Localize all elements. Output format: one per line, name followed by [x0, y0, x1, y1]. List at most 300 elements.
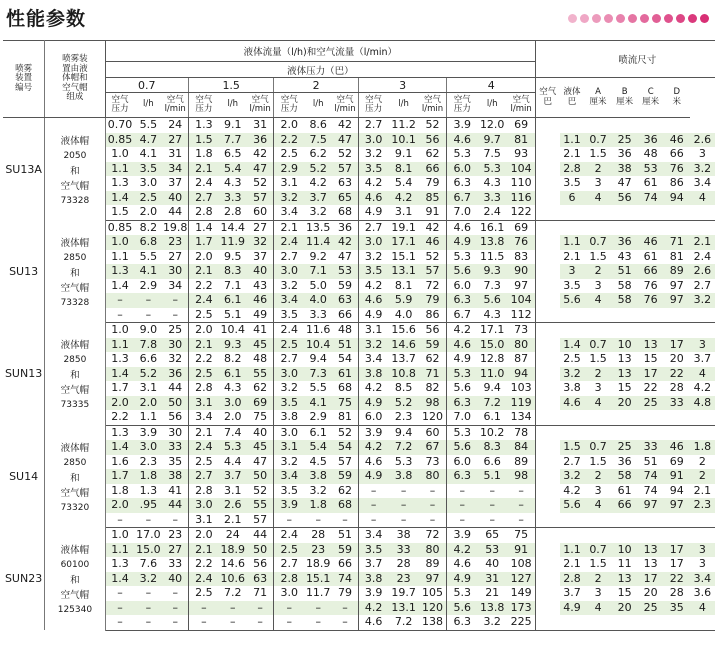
- flow-value: 2.8: [195, 381, 213, 394]
- nozzle-value: 15: [643, 352, 658, 365]
- flow-value: –: [162, 293, 188, 308]
- spacer-cell: [536, 235, 560, 250]
- flow-value: 2.2: [105, 410, 134, 425]
- nozzle-value: 69: [669, 454, 684, 468]
- spacer-cell: [536, 543, 560, 558]
- flow-value: 1.4: [195, 220, 213, 234]
- spacer-cell: [536, 162, 560, 177]
- flow-value: 27: [162, 543, 188, 558]
- nozzle-value: 1.8: [690, 440, 715, 455]
- table-row: [3, 220, 715, 235]
- flow-value: 6.1: [477, 410, 507, 425]
- table-row: [3, 410, 715, 425]
- flow-value: 72: [419, 279, 447, 294]
- dot-icon: [700, 14, 709, 23]
- nozzle-value: [690, 615, 715, 630]
- flow-value: 3.4: [364, 528, 383, 541]
- nozzle-value: 3: [594, 278, 602, 292]
- flow-value: 1.0: [111, 528, 129, 541]
- flow-value: 2.5: [274, 543, 304, 558]
- flow-value: 108: [510, 557, 532, 570]
- flow-value: 120: [419, 410, 447, 425]
- flow-value: 32: [247, 235, 274, 250]
- flow-value: 33: [162, 557, 188, 572]
- flow-value: 3.7: [219, 469, 247, 484]
- nozzle-value: 46: [664, 133, 690, 148]
- flow-value: 59: [332, 469, 358, 484]
- nozzle-value: 36: [617, 147, 632, 160]
- flow-value: 3.8: [304, 469, 332, 484]
- flow-value: 93: [514, 147, 529, 160]
- nozzle-value: 22: [643, 381, 658, 394]
- flow-value: 5.6: [477, 293, 507, 308]
- flow-value: 4.9: [358, 396, 388, 411]
- nozzle-value: 61: [643, 249, 658, 263]
- flow-value: 2.3: [139, 454, 158, 468]
- assembly-line: 60100: [60, 560, 90, 571]
- nozzle-value: [638, 308, 664, 323]
- nozzle-value: [560, 205, 585, 220]
- flow-value: –: [134, 615, 162, 630]
- nozzle-value: [585, 220, 612, 235]
- flow-value: 3.2: [304, 205, 332, 220]
- flow-value: 11.4: [305, 235, 331, 248]
- nozzle-value: 4: [690, 601, 715, 616]
- flow-value: 7.5: [483, 147, 501, 160]
- flow-value: 66: [332, 557, 358, 572]
- flow-value: 7.2: [389, 615, 419, 630]
- flow-value: 0.70: [107, 118, 133, 131]
- flow-value: 5.0: [309, 278, 327, 292]
- nozzle-value: 3: [594, 483, 602, 497]
- flow-value: 1.4: [105, 367, 134, 382]
- flow-value: –: [117, 586, 123, 599]
- nozzle-value: 0.7: [585, 440, 612, 455]
- table-header: [3, 41, 715, 118]
- assembly-line: 和: [70, 165, 80, 177]
- spacer-cell: [536, 396, 560, 411]
- assembly-line: 液体帽: [60, 237, 90, 249]
- flow-value: 1.4: [111, 278, 129, 292]
- flow-value: 4.6: [447, 338, 477, 353]
- flow-value: 13.7: [391, 352, 416, 365]
- flow-value: 1.4: [105, 440, 134, 455]
- flow-value: 2.1: [219, 513, 247, 528]
- nozzle-value: 4.9: [560, 601, 585, 616]
- sub-label: 空气: [365, 94, 383, 105]
- spacer-cell: [536, 250, 560, 265]
- air-flow-header: [332, 93, 358, 118]
- flow-value: 2.5: [188, 367, 218, 382]
- flow-value: 9.4: [394, 425, 413, 439]
- flow-value: 2.0: [134, 205, 162, 220]
- flow-value: 7.4: [224, 425, 242, 439]
- flow-value: 5.4: [304, 440, 332, 455]
- flow-value: 1.4: [105, 191, 134, 206]
- assembly-line: 73328: [60, 195, 90, 206]
- flow-value: 24: [162, 118, 188, 133]
- flow-value: 49: [247, 308, 274, 323]
- flow-value: 12.8: [479, 352, 505, 365]
- nozzle-value: 10: [612, 543, 638, 558]
- nozzle-col-header: [612, 78, 638, 118]
- nozzle-value: 4: [585, 293, 612, 308]
- sub-label: 空气: [195, 94, 213, 105]
- nozzle-value: [585, 308, 612, 323]
- flow-value: –: [419, 513, 447, 528]
- flow-value: 1.3: [195, 118, 213, 131]
- flow-value: –: [219, 601, 247, 616]
- flow-value: 3.9: [274, 498, 304, 513]
- flow-value: 2.4: [477, 205, 507, 220]
- nozzle-value: 3.8: [563, 381, 581, 394]
- nozzle-col-label: 巴: [543, 96, 553, 107]
- flow-value: 57: [332, 162, 358, 177]
- sub-label: 压力: [195, 104, 213, 114]
- flow-value: 52: [419, 118, 447, 133]
- nozzle-value: [638, 118, 664, 133]
- nozzle-value: 36: [612, 235, 638, 250]
- flow-value: 2.0: [195, 323, 213, 336]
- flow-value: 47: [332, 133, 358, 148]
- sub-label: 空气: [166, 94, 184, 105]
- flow-value: –: [304, 513, 332, 528]
- nozzle-value: [638, 528, 664, 543]
- flow-value: 3.5: [358, 162, 388, 177]
- flow-value: 104: [507, 293, 535, 308]
- flow-value: 6.0: [453, 278, 471, 292]
- table-body: [3, 118, 715, 631]
- flow-value: 97: [419, 572, 447, 587]
- flow-value: 33: [389, 543, 419, 558]
- flow-value: 54: [332, 440, 358, 455]
- flow-value: 1.8: [134, 469, 162, 484]
- flow-value: 90: [507, 264, 535, 279]
- nozzle-value: 3: [594, 176, 602, 189]
- flow-value: 52: [247, 176, 274, 191]
- nozzle-col-header: [638, 78, 664, 118]
- nozzle-value: 81: [669, 249, 684, 263]
- flow-value: 23: [389, 572, 419, 587]
- flow-value: 4.5: [309, 454, 327, 468]
- sub-label: 压力: [111, 104, 129, 114]
- flow-value: 36: [162, 367, 188, 382]
- flow-value: 67: [419, 440, 447, 455]
- nozzle-value: 2.6: [690, 133, 715, 148]
- nozzle-value: [612, 220, 638, 235]
- flow-value: 4.2: [309, 176, 327, 189]
- nozzle-value: 51: [643, 454, 658, 468]
- nozzle-value: 86: [669, 176, 684, 189]
- nozzle-value: 13: [612, 367, 638, 382]
- flow-value: 86: [419, 308, 447, 323]
- nozzle-value: 58: [612, 293, 638, 308]
- flow-value: 63: [332, 176, 358, 191]
- nozzle-value: 48: [643, 147, 658, 160]
- flow-value: 66: [332, 308, 358, 323]
- nozzle-value: 2.3: [690, 498, 715, 513]
- nozzle-value: 2.8: [560, 572, 585, 587]
- flow-value: 1.0: [111, 147, 129, 160]
- flow-value: 2.1: [188, 162, 218, 177]
- flow-value: 103: [510, 381, 532, 394]
- nozzle-value: [585, 528, 612, 543]
- nozzle-value: 3.2: [690, 293, 715, 308]
- dot-icon: [604, 14, 613, 23]
- flow-value: 3.0: [280, 586, 299, 599]
- flow-value: –: [447, 513, 477, 528]
- nozzle-value: 46: [638, 235, 664, 250]
- assembly-line: 空气帽: [60, 282, 90, 294]
- flow-value: 3.1: [389, 205, 419, 220]
- nozzle-value: 2.6: [690, 264, 715, 279]
- flow-value: 28: [396, 557, 411, 570]
- air-flow-header: [247, 93, 274, 118]
- flow-value: 30: [162, 425, 188, 440]
- spacer-cell: [536, 513, 560, 528]
- flow-value: 3.9: [453, 528, 471, 541]
- nozzle-value: 74: [638, 469, 664, 484]
- nozzle-value: 97: [664, 498, 690, 513]
- flow-value: 2.0: [105, 396, 134, 411]
- table-row: [3, 133, 715, 148]
- spacer-cell: [536, 528, 560, 543]
- nozzle-value: 2.1: [563, 249, 581, 263]
- flow-value: 24: [225, 528, 240, 541]
- assembly-line: 和: [70, 575, 80, 587]
- flow-value: 81: [332, 410, 358, 425]
- table-row: [3, 425, 715, 440]
- flow-value: 3.2: [134, 572, 162, 587]
- flow-value: 5.6: [447, 601, 477, 616]
- flow-value: –: [518, 483, 524, 497]
- flow-value: 18.9: [305, 557, 331, 570]
- spacer-cell: [536, 293, 560, 308]
- flow-value: 3.5: [274, 308, 304, 323]
- flow-value: 94: [507, 367, 535, 382]
- flow-value: 1.0: [105, 235, 134, 250]
- flow-value: 119: [507, 396, 535, 411]
- flow-value: 7.5: [304, 133, 332, 148]
- nozzle-value: 0.7: [585, 235, 612, 250]
- flow-value: 60: [419, 425, 447, 440]
- flow-value: 9.1: [224, 118, 242, 131]
- spacer-cell: [536, 367, 560, 382]
- nozzle-value: 76: [638, 293, 664, 308]
- flow-value: 5.2: [389, 396, 419, 411]
- nozzle-value: 4: [690, 367, 715, 382]
- flow-value: 53: [477, 543, 507, 558]
- flow-value: 98: [507, 469, 535, 484]
- nozzle-value: 94: [669, 483, 684, 497]
- flow-value: 63: [247, 572, 274, 587]
- flow-value: 59: [332, 543, 358, 558]
- flow-value: 104: [507, 162, 535, 177]
- flow-value: 9.3: [219, 338, 247, 353]
- flow-value: 47: [247, 455, 274, 470]
- flow-value: 3.4: [188, 410, 218, 425]
- flow-value: 30: [162, 264, 188, 279]
- flow-value: 51: [332, 338, 358, 353]
- nozzle-value: 25: [638, 601, 664, 616]
- flow-value: 32: [162, 352, 188, 367]
- flow-value: 10.1: [389, 133, 419, 148]
- nozzle-value: 94: [664, 191, 690, 206]
- flow-value: 14.4: [220, 220, 245, 234]
- flow-value: 3.2: [280, 278, 299, 292]
- flow-value: 31: [162, 147, 188, 162]
- flow-value: 2.0: [105, 498, 134, 513]
- flow-value: 1.3: [139, 483, 158, 497]
- flow-value: 28: [311, 528, 326, 541]
- nozzle-value: [690, 513, 715, 528]
- flow-value: 6.3: [447, 293, 477, 308]
- flow-value: 2.0: [134, 396, 162, 411]
- nozzle-value: 66: [638, 264, 664, 279]
- flow-value: 2.0: [195, 249, 213, 263]
- flow-value: 3.2: [280, 381, 299, 394]
- nozzle-value: 28: [669, 381, 684, 394]
- flow-value: 1.3: [111, 557, 129, 570]
- assembly-cell: [45, 323, 105, 426]
- spacer-cell: [536, 220, 560, 235]
- nozzle-value: [638, 513, 664, 528]
- flow-value: 11.6: [305, 323, 331, 336]
- flow-value: 14.6: [389, 338, 419, 353]
- flow-value: 50: [247, 543, 274, 558]
- flow-value: 13.8: [477, 235, 507, 250]
- flow-value: –: [162, 615, 188, 630]
- flow-value: 3.0: [358, 235, 388, 250]
- flow-value: 5.3: [447, 367, 477, 382]
- nozzle-value: 36: [638, 133, 664, 148]
- flow-value: 3.8: [389, 469, 419, 484]
- nozzle-value: 25: [612, 440, 638, 455]
- flow-value: 6.0: [447, 162, 477, 177]
- nozzle-value: 3.5: [563, 278, 581, 292]
- flow-value: 1.1: [105, 162, 134, 177]
- flow-value: –: [188, 601, 218, 616]
- nozzle-value: 3: [690, 338, 715, 353]
- flow-value: 5.4: [219, 162, 247, 177]
- flow-value: 4.6: [453, 557, 471, 570]
- flow-value: 41: [162, 484, 188, 499]
- flow-value: 82: [419, 381, 447, 396]
- flow-value: 1.1: [105, 543, 134, 558]
- nozzle-value: [585, 205, 612, 220]
- nozzle-value: 2.1: [690, 235, 715, 250]
- flow-value: 3.2: [280, 454, 299, 468]
- flow-value: 2.4: [280, 528, 299, 541]
- flow-value: 8.1: [394, 278, 413, 292]
- flow-value: 21: [485, 586, 500, 599]
- flow-value: 9.7: [477, 133, 507, 148]
- flow-value: 2.0: [219, 410, 247, 425]
- flow-value: 91: [507, 543, 535, 558]
- nozzle-value: 53: [638, 162, 664, 177]
- flow-value: 51: [332, 528, 358, 543]
- flow-value: 4.9: [358, 205, 388, 220]
- spacer-cell: [536, 455, 560, 470]
- flow-value: 17.1: [389, 235, 419, 250]
- pressure-label: 1.5: [188, 78, 273, 93]
- flow-value: 4.1: [304, 396, 332, 411]
- flow-value: 76: [507, 235, 535, 250]
- flow-value: 4.2: [389, 191, 419, 206]
- flow-value: 2.4: [188, 293, 218, 308]
- nozzle-value: 1.1: [560, 133, 585, 148]
- flow-value: 4.6: [358, 191, 388, 206]
- air-pressure-header: [188, 93, 218, 118]
- assembly-line: 2850: [63, 252, 87, 263]
- sub-label: 空气: [453, 94, 471, 105]
- flow-value: 8.6: [309, 118, 327, 131]
- liquid-flow-header: l/h: [389, 93, 419, 118]
- nozzle-col-header: [585, 78, 612, 118]
- flow-value: –: [105, 293, 134, 308]
- model-header: 喷雾 装置 编号: [3, 41, 45, 118]
- table-row: [3, 615, 715, 630]
- flow-value: 1.0: [111, 323, 129, 336]
- flow-value: 18.9: [220, 542, 245, 556]
- flow-value: 3.5: [280, 483, 299, 497]
- flow-value: –: [105, 308, 134, 323]
- flow-value: 127: [507, 572, 535, 587]
- nozzle-value: 20: [643, 586, 658, 599]
- flow-value: 57: [247, 513, 274, 528]
- nozzle-value: 17: [664, 543, 690, 558]
- nozzle-value: [638, 323, 664, 338]
- table-row: [3, 557, 715, 572]
- nozzle-title: 喷流尺寸: [560, 41, 715, 78]
- table-row: [3, 147, 715, 162]
- nozzle-value: 4: [585, 601, 612, 616]
- nozzle-value: [585, 615, 612, 630]
- flow-value: 2.7: [188, 191, 218, 206]
- flow-value: 3.3: [304, 308, 332, 323]
- flow-value: 116: [507, 191, 535, 206]
- flow-value: 25: [162, 323, 188, 338]
- nozzle-value: [612, 410, 638, 425]
- dot-icon: [676, 14, 685, 23]
- flow-value: 81: [507, 133, 535, 148]
- assembly-line: 73320: [60, 502, 90, 513]
- flow-value: 2.4: [274, 235, 304, 250]
- nozzle-value: [560, 528, 585, 543]
- nozzle-value: 1.5: [589, 454, 607, 468]
- flow-value: 1.3: [111, 176, 129, 189]
- flow-value: 1.7: [105, 469, 134, 484]
- flow-value: 5.2: [134, 367, 162, 382]
- air-pressure-header: [358, 93, 388, 118]
- nozzle-value: [612, 205, 638, 220]
- flow-value: 47: [332, 250, 358, 265]
- assembly-line: 125340: [57, 605, 93, 616]
- dot-icon: [652, 14, 661, 23]
- flow-value: 4.3: [224, 381, 242, 394]
- spacer-cell: [536, 279, 560, 294]
- nozzle-value: 2.7: [563, 454, 581, 468]
- nozzle-value: 15: [617, 381, 632, 394]
- flow-value: 79: [419, 293, 447, 308]
- nozzle-value: 20: [612, 601, 638, 616]
- sub-label: l/min: [510, 104, 532, 114]
- flow-value: 4.1: [139, 147, 158, 160]
- pressure-row: [3, 78, 715, 93]
- flow-value: 19.1: [391, 220, 416, 234]
- nozzle-value: 22: [664, 367, 690, 382]
- flow-value: 12.0: [479, 118, 505, 131]
